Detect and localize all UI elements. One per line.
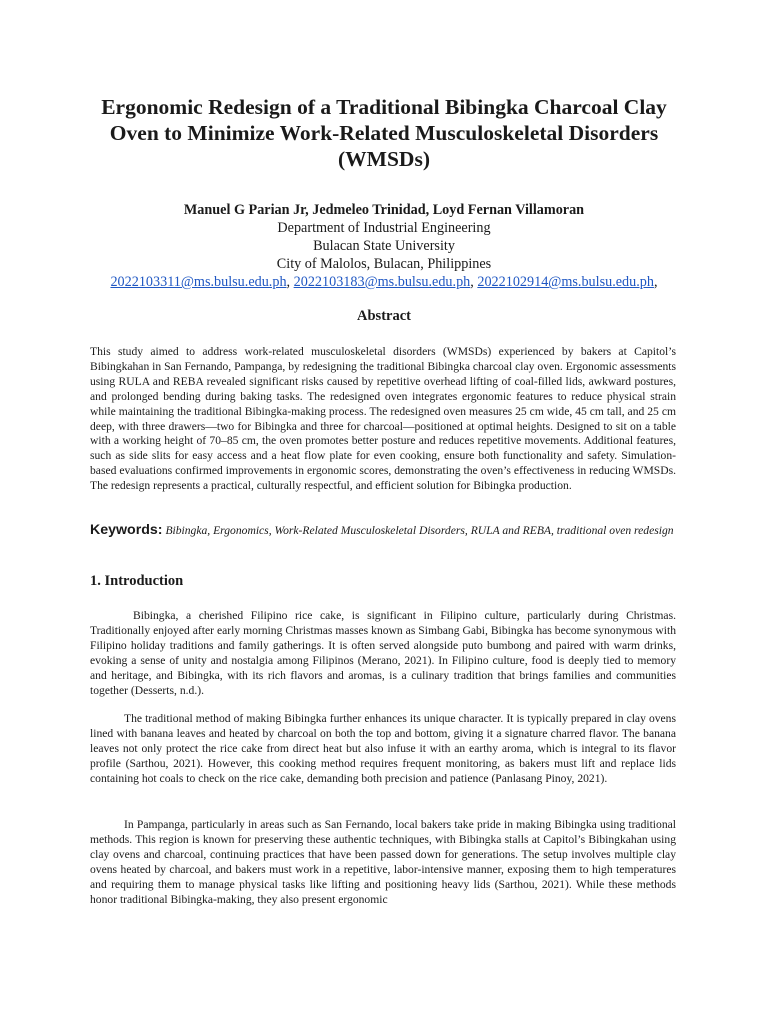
email-link[interactable]: 2022103311@ms.bulsu.edu.ph [110, 274, 287, 290]
author-names: Manuel G Parian Jr, Jedmeleo Trinidad, Loyd Fernan Villamoran [183, 202, 585, 218]
keywords-text: Bibingka, Ergonomics, Work-Related Musculoskeletal Disorders, RULA and REBA, traditional oven redesign [165, 524, 674, 537]
affiliation-department: Department of Industrial Engineering [277, 220, 491, 236]
section-heading-introduction: 1. Introduction [90, 573, 184, 589]
intro-paragraph: The traditional method of making Bibingka further enhances its unique character. It is typically prepared in clay ovens lined with banana leaves and heated by charcoal on both the top and bottom, giving it a signature charred flavor. The banana leaves not only protect the rice cake from direct heat but also infuse it with an earthy aroma, which is integral to its flavor profile (Sarthou, 2021). However, this cooking method requires frequent monitoring, as bakers must lift and replace lids containing hot coals to check on the rice cake, demanding both precision and patience (Panlasang Pinoy, 2021). [90, 712, 676, 785]
abstract-heading: Abstract [357, 308, 411, 324]
keywords [90, 522, 676, 539]
intro-paragraph: Bibingka, a cherished Filipino rice cake, is significant in Filipino culture, particularly during Christmas. Traditionally enjoyed after early morning Christmas masses known as Simbang Gabi, Bibingka has become synonymous with Filipino holiday traditions and family gatherings. It is often served alongside puto bumbong and paired with warm drinks, evoking a sense of unity and nostalgia among Filipinos (Merano, 2021). In Filipino culture, food is deeply tied to memory and heritage, and Bibingka, with its rich flavors and aromas, is a culinary tradition that brings families and communities together (Desserts, n.d.). [90, 609, 676, 697]
email-link[interactable]: 2022103183@ms.bulsu.edu.ph [293, 274, 471, 290]
affiliation-university: Bulacan State University [313, 238, 455, 254]
abstract-text: This study aimed to address work-related musculoskeletal disorders (WMSDs) experienced by bakers at Capitol’s Bibingkahan in San Fernando, Pampanga, by redesigning the traditional Bibingka charcoal clay oven. Ergonomic assessments using RULA and REBA revealed significant risks caused by repetitive overhead lifting of coal-filled lids, awkward postures, and prolonged bending during baking tasks. The redesigned oven integrates ergonomic features to reduce physical strain while maintaining the traditional Bibingka-making process. The redesigned oven measures 25 cm wide, 45 cm tall, and 25 cm deep, with three drawers—two for Bibingka and three for charcoal—positioned at optimal heights. Designed to sit on a table with a working height of 70–85 cm, the oven promotes better posture and reduces repetitive movements. Additional features, such as side slits for easy access and a heat flow plate for even cooking, ensure both functionality and safety. Simulation-based evaluations confirmed improvements in ergonomic scores, demonstrating the oven’s effectiveness in reducing WMSDs. The redesign represents a practical, culturally respectful, and efficient solution for Bibingka production. [90, 345, 676, 493]
keywords-label: Keywords: [90, 522, 163, 538]
author-block [60, 201, 708, 291]
paper-title: Ergonomic Redesign of a Traditional Bibingka Charcoal Clay Oven to Minimize Work-Related Musculoskeletal Disorders (WMSDs) [101, 95, 667, 171]
email-link[interactable]: 2022102914@ms.bulsu.edu.ph [477, 274, 654, 290]
author-emails: 2022103311@ms.bulsu.edu.ph, 2022103183@ms.bulsu.edu.ph, 2022102914@ms.bulsu.edu.ph, [110, 274, 658, 290]
affiliation-location: City of Malolos, Bulacan, Philippines [276, 256, 492, 272]
intro-paragraph: In Pampanga, particularly in areas such as San Fernando, local bakers take pride in making Bibingka using traditional methods. This region is known for preserving these authentic techniques, with Bibingka stalls at Capitol’s Bibingkahan using clay ovens and charcoal, continuing practices that have been passed down for generations. The setup involves multiple clay ovens heated by charcoal, and bakers must work in a repetitive, labor-intensive manner, exposing them to high temperatures and requiring them to manage physical tasks like lifting and positioning heavy lids (Sarthou, 2021). While these methods honor traditional Bibingka-making, they also present ergonomic [90, 818, 676, 906]
